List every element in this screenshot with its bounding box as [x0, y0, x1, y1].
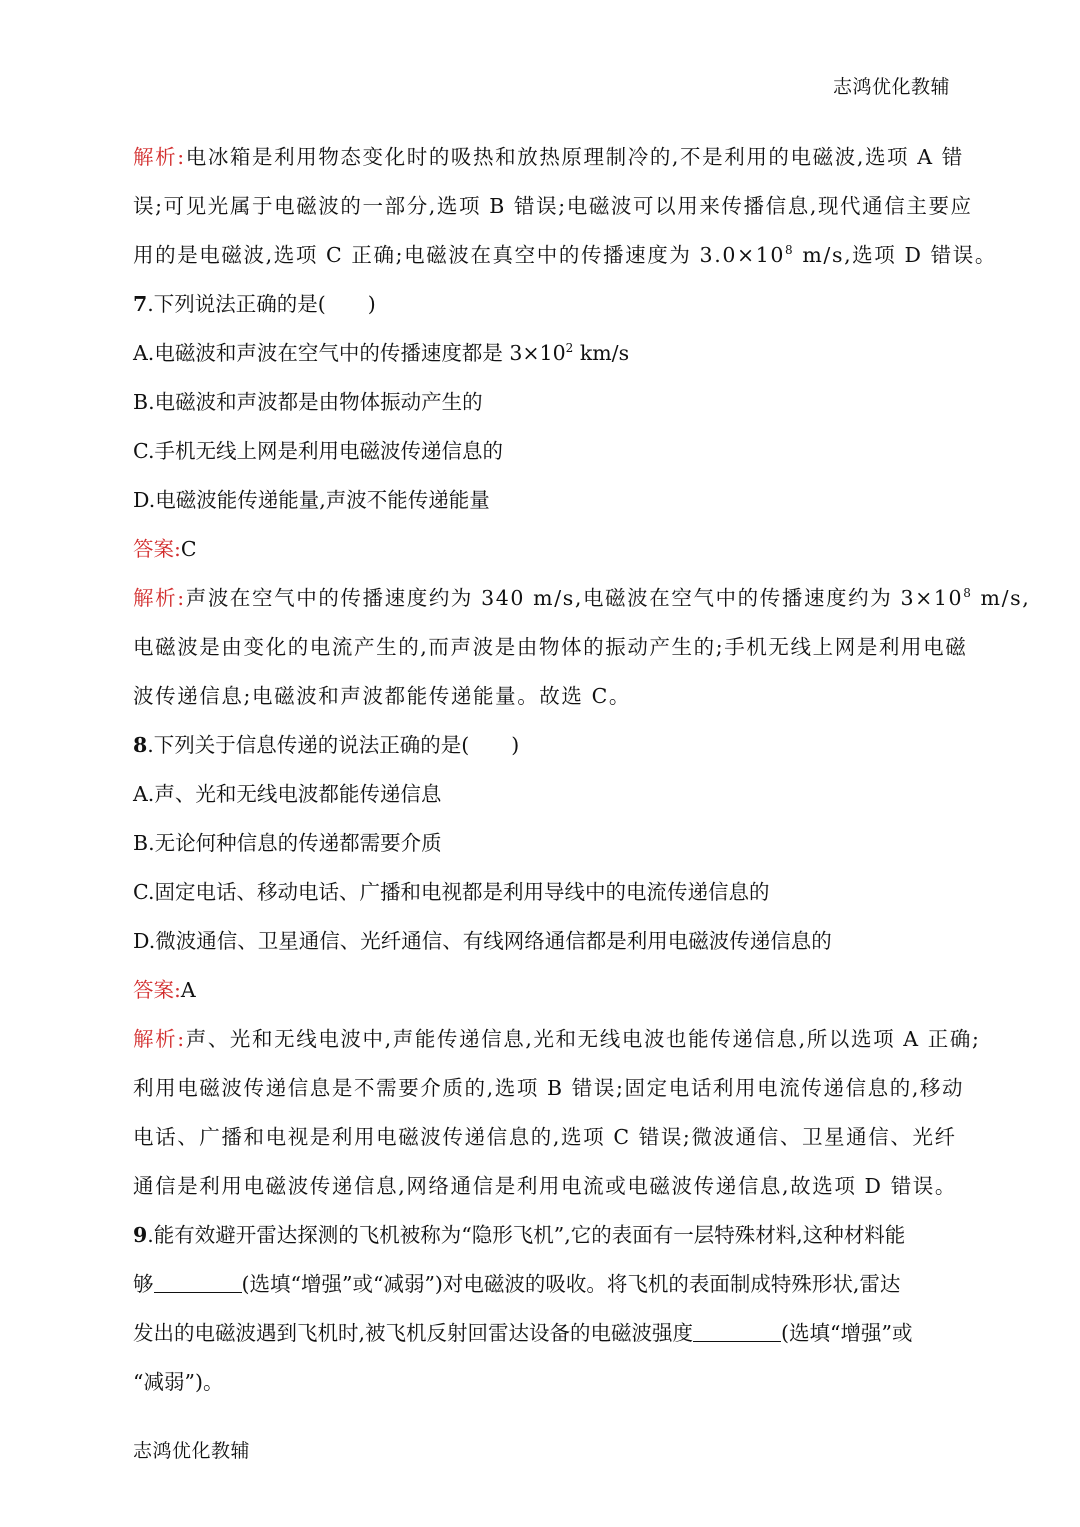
q8-analysis-line-4: 通信是利用电磁波传递信息,网络通信是利用电流或电磁波传递信息,故选项 D 错误。 [133, 1174, 957, 1198]
q7-analysis [133, 577, 1031, 724]
question-8 [133, 724, 981, 1214]
q7-option-d: D.电磁波能传递能量,声波不能传递能量 [133, 488, 490, 512]
q8-option-a: A.声、光和无线电波都能传递信息 [133, 782, 442, 806]
q8-analysis-line-1: 解析:声、光和无线电波中,声能传递信息,光和无线电波也能传递信息,所以选项 A 正确; [133, 1027, 981, 1051]
q7-option-a: A.电磁波和声波在空气中的传播速度都是 $3\times 10^2$ km/s [133, 341, 630, 365]
q8-analysis [133, 1018, 981, 1214]
answer-label: 答案: [133, 537, 181, 561]
q9-number: 9 [133, 1223, 148, 1247]
q8-analysis-line-3: 电话、广播和电视是利用电磁波传递信息的,选项 C 错误;微波通信、卫星通信、光纤 [133, 1125, 957, 1149]
q8-option-b: B.无论何种信息的传递都需要介质 [133, 831, 442, 855]
q8-answer: 答案:A [133, 978, 196, 1002]
q7-option-c: C.手机无线上网是利用电磁波传递信息的 [133, 439, 503, 463]
q8-analysis-line-2: 利用电磁波传递信息是不需要介质的,选项 B 错误;固定电话利用电流传递信息的,移动 [133, 1076, 965, 1100]
q9-line-3: 发出的电磁波遇到飞机时,被飞机反射回雷达设备的电磁波强度 (选填“增强”或 [133, 1321, 913, 1345]
q7-analysis-line-2: 电磁波是由变化的电流产生的,而声波是由物体的振动产生的;手机无线上网是利用电磁 [133, 635, 968, 659]
q7-stem: 7.下列说法正确的是( ) [133, 292, 376, 316]
q6-analysis-line-3: 用的是电磁波,选项 C 正确;电磁波在真空中的传播速度为 $3.0\times 10^8$ m/s,选项 D 错误。 [133, 243, 997, 267]
q8-number: 8 [133, 733, 148, 757]
q6-analysis-line-2: 误;可见光属于电磁波的一部分,选项 B 错误;电磁波可以用来传播信息,现代通信主要应 [133, 194, 973, 218]
q7-analysis-line-3: 波传递信息;电磁波和声波都能传递能量。故选 C。 [133, 684, 632, 708]
question-7 [133, 283, 1031, 724]
answer-label: 答案: [133, 978, 181, 1002]
q8-option-c: C.固定电话、移动电话、广播和电视都是利用导线中的电流传递信息的 [133, 880, 770, 904]
q6-analysis [133, 136, 997, 283]
q7-number: 7 [133, 292, 148, 316]
question-9 [133, 1214, 953, 1410]
q6-analysis-line-1: 解析:电冰箱是利用物态变化时的吸热和放热原理制冷的,不是利用的电磁波,选项 A 错 [133, 145, 964, 169]
footer-brand: 志鸿优化教辅 [133, 1440, 251, 1462]
q9-line-1: 9.能有效避开雷达探测的飞机被称为“隐形飞机”,它的表面有一层特殊材料,这种材料能 [133, 1223, 906, 1247]
q8-stem: 8.下列关于信息传递的说法正确的是( ) [133, 733, 520, 757]
q8-option-d: D.微波通信、卫星通信、光纤通信、有线网络通信都是利用电磁波传递信息的 [133, 929, 832, 953]
analysis-label: 解析: [133, 586, 186, 610]
q7-answer: 答案:C [133, 537, 197, 561]
q7-analysis-line-1: 解析:声波在空气中的传播速度约为 340 m/s,电磁波在空气中的传播速度约为 $3\times 10^8$ m/s, [133, 586, 1031, 610]
q9-line-2: 够 (选填“增强”或“减弱”)对电磁波的吸收。将飞机的表面制成特殊形状,雷达 [133, 1272, 901, 1296]
fill-blank-2[interactable] [693, 1319, 781, 1342]
analysis-label: 解析: [133, 1027, 186, 1051]
document-body [133, 136, 1031, 1410]
q7-option-b: B.电磁波和声波都是由物体振动产生的 [133, 390, 483, 414]
fill-blank-1[interactable] [154, 1270, 242, 1293]
header-brand: 志鸿优化教辅 [832, 76, 950, 98]
q9-line-4: “减弱”)。 [133, 1370, 224, 1394]
analysis-label: 解析: [133, 145, 186, 169]
